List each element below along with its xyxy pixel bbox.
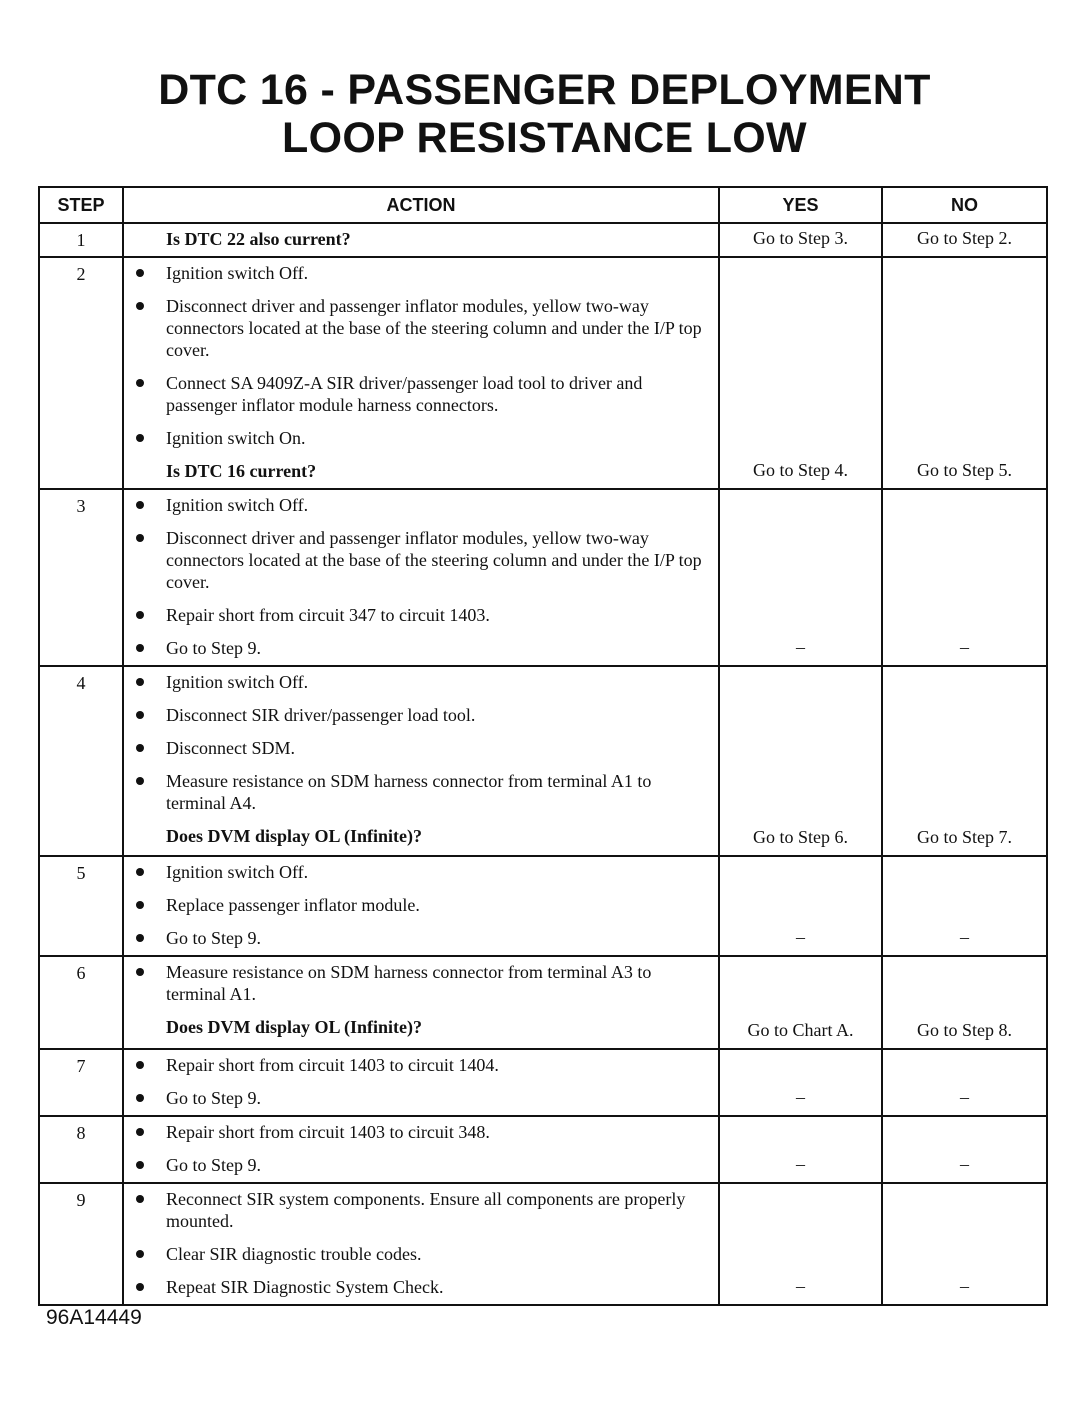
table-header-row	[39, 187, 1047, 223]
action-item	[132, 1188, 708, 1232]
action-text: Ignition switch Off.	[166, 672, 309, 692]
action-item	[132, 604, 708, 626]
action-question: Does DVM display OL (Infinite)?	[166, 1017, 423, 1037]
bullet-icon	[136, 1061, 144, 1069]
action-text: Go to Step 9.	[166, 1155, 262, 1175]
header-step: STEP	[39, 187, 123, 223]
yes-cell: –	[719, 1049, 882, 1116]
bullet-icon	[136, 501, 144, 509]
no-cell: Go to Step 8.	[882, 956, 1047, 1049]
action-item	[132, 372, 708, 416]
bullet-icon	[136, 1128, 144, 1136]
action-item	[132, 737, 708, 759]
action-item	[132, 1243, 708, 1265]
no-cell: Go to Step 5.	[882, 257, 1047, 489]
yes-cell: –	[719, 489, 882, 666]
bullet-icon	[136, 968, 144, 976]
no-cell: –	[882, 489, 1047, 666]
table-row	[39, 489, 1047, 666]
table-row	[39, 1183, 1047, 1305]
action-item	[132, 1276, 708, 1298]
page-title	[0, 66, 1089, 162]
action-text: Go to Step 9.	[166, 1088, 262, 1108]
no-cell: –	[882, 1116, 1047, 1183]
step-number: 5	[39, 856, 123, 956]
table-row	[39, 666, 1047, 856]
yes-cell: Go to Step 4.	[719, 257, 882, 489]
bullet-icon	[136, 868, 144, 876]
table-row	[39, 1116, 1047, 1183]
step-number: 3	[39, 489, 123, 666]
action-item	[132, 671, 708, 693]
step-number: 1	[39, 223, 123, 257]
action-question: Is DTC 16 current?	[166, 461, 317, 481]
action-item	[132, 1087, 708, 1109]
figure-id: 96A14449	[46, 1306, 142, 1329]
action-question: Is DTC 22 also current?	[166, 229, 351, 249]
bullet-icon	[136, 1283, 144, 1291]
action-item	[132, 494, 708, 516]
step-number: 6	[39, 956, 123, 1049]
step-number: 9	[39, 1183, 123, 1305]
diagnostic-table	[38, 186, 1048, 1306]
no-cell: –	[882, 1183, 1047, 1305]
yes-cell: Go to Step 3.	[719, 223, 882, 257]
action-text: Disconnect driver and passenger inflator modules, yellow two-way connectors located at the base of the steering column and under the I/P top cover.	[166, 296, 702, 360]
action-cell	[123, 856, 719, 956]
bullet-icon	[136, 711, 144, 719]
header-action: ACTION	[123, 187, 719, 223]
action-item	[132, 961, 708, 1005]
step-number: 7	[39, 1049, 123, 1116]
action-text: Reconnect SIR system components. Ensure all components are properly mounted.	[166, 1189, 686, 1231]
yes-cell: –	[719, 856, 882, 956]
table-row	[39, 257, 1047, 489]
action-text: Ignition switch On.	[166, 428, 306, 448]
no-cell: –	[882, 856, 1047, 956]
action-text: Repair short from circuit 347 to circuit 1403.	[166, 605, 490, 625]
yes-cell: Go to Step 6.	[719, 666, 882, 856]
action-cell	[123, 223, 719, 257]
action-cell	[123, 1049, 719, 1116]
bullet-icon	[136, 534, 144, 542]
action-text: Ignition switch Off.	[166, 263, 309, 283]
step-number: 4	[39, 666, 123, 856]
table-row	[39, 223, 1047, 257]
bullet-icon	[136, 744, 144, 752]
bullet-icon	[136, 269, 144, 277]
table-row	[39, 1049, 1047, 1116]
action-cell	[123, 1183, 719, 1305]
bullet-icon	[136, 678, 144, 686]
action-text: Disconnect SDM.	[166, 738, 295, 758]
action-cell	[123, 489, 719, 666]
header-no: NO	[882, 187, 1047, 223]
action-item	[132, 427, 708, 449]
action-cell	[123, 257, 719, 489]
bullet-icon	[136, 1161, 144, 1169]
title-line-1: DTC 16 - PASSENGER DEPLOYMENT	[158, 66, 931, 114]
action-text: Ignition switch Off.	[166, 495, 309, 515]
bullet-icon	[136, 1195, 144, 1203]
action-item	[132, 637, 708, 659]
action-cell	[123, 956, 719, 1049]
title-line-2: LOOP RESISTANCE LOW	[282, 114, 807, 162]
action-text: Measure resistance on SDM harness connector from terminal A1 to terminal A4.	[166, 771, 652, 813]
action-text: Ignition switch Off.	[166, 862, 309, 882]
action-item	[132, 770, 708, 814]
action-text: Replace passenger inflator module.	[166, 895, 420, 915]
no-cell: –	[882, 1049, 1047, 1116]
step-number: 8	[39, 1116, 123, 1183]
action-item	[132, 1054, 708, 1076]
action-item	[132, 894, 708, 916]
table-row	[39, 956, 1047, 1049]
bullet-icon	[136, 379, 144, 387]
bullet-icon	[136, 1250, 144, 1258]
step-number: 2	[39, 257, 123, 489]
action-text: Measure resistance on SDM harness connector from terminal A3 to terminal A1.	[166, 962, 652, 1004]
action-item	[132, 927, 708, 949]
action-text: Repair short from circuit 1403 to circuit 1404.	[166, 1055, 499, 1075]
action-item	[132, 704, 708, 726]
action-text: Clear SIR diagnostic trouble codes.	[166, 1244, 422, 1264]
yes-cell: –	[719, 1116, 882, 1183]
bullet-icon	[136, 934, 144, 942]
action-item	[132, 295, 708, 361]
action-cell	[123, 666, 719, 856]
bullet-icon	[136, 644, 144, 652]
action-text: Go to Step 9.	[166, 638, 262, 658]
bullet-icon	[136, 611, 144, 619]
table-row	[39, 856, 1047, 956]
action-text: Repair short from circuit 1403 to circuit 348.	[166, 1122, 490, 1142]
bullet-icon	[136, 1094, 144, 1102]
action-question: Does DVM display OL (Infinite)?	[166, 826, 423, 846]
yes-cell: Go to Chart A.	[719, 956, 882, 1049]
no-cell: Go to Step 2.	[882, 223, 1047, 257]
action-cell	[123, 1116, 719, 1183]
action-item	[132, 861, 708, 883]
bullet-icon	[136, 777, 144, 785]
action-text: Disconnect SIR driver/passenger load tool.	[166, 705, 476, 725]
bullet-icon	[136, 302, 144, 310]
action-text: Go to Step 9.	[166, 928, 262, 948]
action-text: Repeat SIR Diagnostic System Check.	[166, 1277, 444, 1297]
action-text: Disconnect driver and passenger inflator modules, yellow two-way connectors located at the base of the steering column and under the I/P top cover.	[166, 528, 702, 592]
action-text: Connect SA 9409Z-A SIR driver/passenger load tool to driver and passenger inflator module harness connectors.	[166, 373, 643, 415]
bullet-icon	[136, 434, 144, 442]
header-yes: YES	[719, 187, 882, 223]
action-item	[132, 1154, 708, 1176]
yes-cell: –	[719, 1183, 882, 1305]
action-item	[132, 1121, 708, 1143]
no-cell: Go to Step 7.	[882, 666, 1047, 856]
action-item	[132, 262, 708, 284]
action-item	[132, 527, 708, 593]
bullet-icon	[136, 901, 144, 909]
